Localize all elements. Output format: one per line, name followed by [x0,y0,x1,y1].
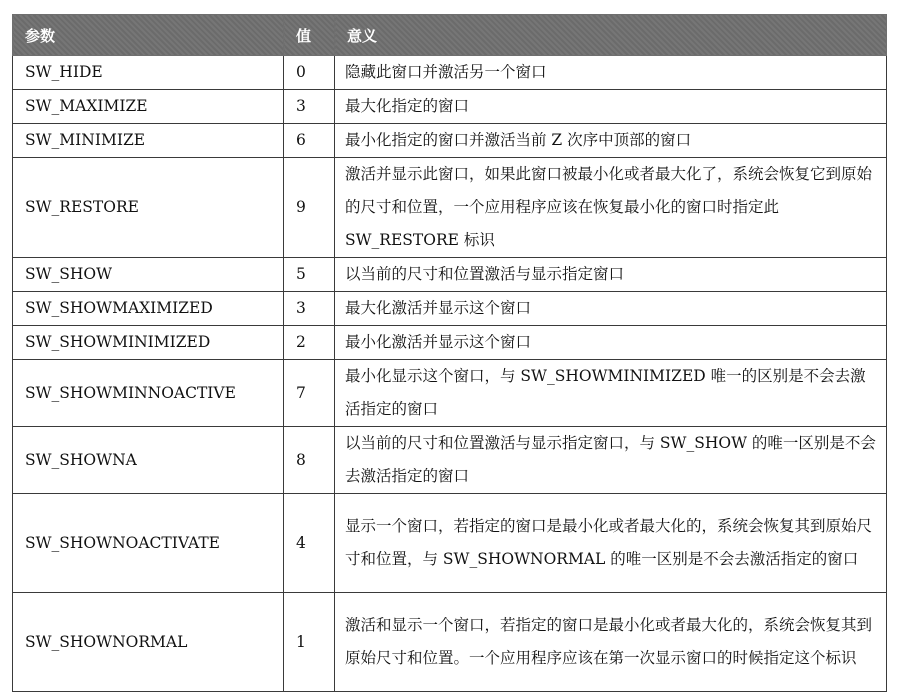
document-page [12,14,886,692]
param-value: 9 [284,158,335,258]
param-value: 3 [284,292,335,326]
param-value: 3 [284,90,335,124]
param-meaning: 以当前的尺寸和位置激活与显示指定窗口，与 SW_SHOW 的唯一区别是不会去激活指定的窗口 [335,427,887,494]
param-meaning: 最小化指定的窗口并激活当前 Z 次序中顶部的窗口 [335,124,887,158]
table-row [13,326,887,360]
param-value: 5 [284,258,335,292]
param-meaning: 最小化显示这个窗口，与 SW_SHOWMINIMIZED 唯一的区别是不会去激活指定的窗口 [335,360,887,427]
param-name: SW_SHOWNORMAL [13,593,284,692]
table-row [13,360,887,427]
param-meaning: 最小化激活并显示这个窗口 [335,326,887,360]
table-header [13,15,887,56]
param-name: SW_RESTORE [13,158,284,258]
param-value: 8 [284,427,335,494]
param-name: SW_MAXIMIZE [13,90,284,124]
table-row [13,56,887,90]
header-value: 值 [284,15,335,56]
table-row [13,158,887,258]
param-meaning: 激活和显示一个窗口，若指定的窗口是最小化或者最大化的，系统会恢复其到原始尺寸和位置。一个应用程序应该在第一次显示窗口的时候指定这个标识 [335,593,887,692]
parameter-table [12,14,887,692]
param-value: 6 [284,124,335,158]
table-row [13,427,887,494]
param-name: SW_SHOW [13,258,284,292]
param-name: SW_SHOWMINIMIZED [13,326,284,360]
table-row [13,593,887,692]
param-name: SW_HIDE [13,56,284,90]
param-meaning: 以当前的尺寸和位置激活与显示指定窗口 [335,258,887,292]
param-meaning: 最大化激活并显示这个窗口 [335,292,887,326]
param-value: 1 [284,593,335,692]
param-value: 2 [284,326,335,360]
header-param: 参数 [13,15,284,56]
param-name: SW_SHOWNOACTIVATE [13,494,284,593]
table-row [13,292,887,326]
header-meaning: 意义 [335,15,887,56]
table-row [13,90,887,124]
param-value: 4 [284,494,335,593]
param-value: 7 [284,360,335,427]
table-row [13,124,887,158]
param-value: 0 [284,56,335,90]
table-body [13,56,887,692]
param-name: SW_SHOWMAXIMIZED [13,292,284,326]
param-meaning: 隐藏此窗口并激活另一个窗口 [335,56,887,90]
param-meaning: 显示一个窗口，若指定的窗口是最小化或者最大化的，系统会恢复其到原始尺寸和位置，与 SW_SHOWNORMAL 的唯一区别是不会去激活指定的窗口 [335,494,887,593]
param-name: SW_SHOWMINNOACTIVE [13,360,284,427]
param-name: SW_MINIMIZE [13,124,284,158]
header-row [13,15,887,56]
table-row [13,258,887,292]
table-row [13,494,887,593]
param-name: SW_SHOWNA [13,427,284,494]
param-meaning: 激活并显示此窗口，如果此窗口被最小化或者最大化了，系统会恢复它到原始的尺寸和位置，一个应用程序应该在恢复最小化的窗口时指定此 SW_RESTORE 标识 [335,158,887,258]
param-meaning: 最大化指定的窗口 [335,90,887,124]
